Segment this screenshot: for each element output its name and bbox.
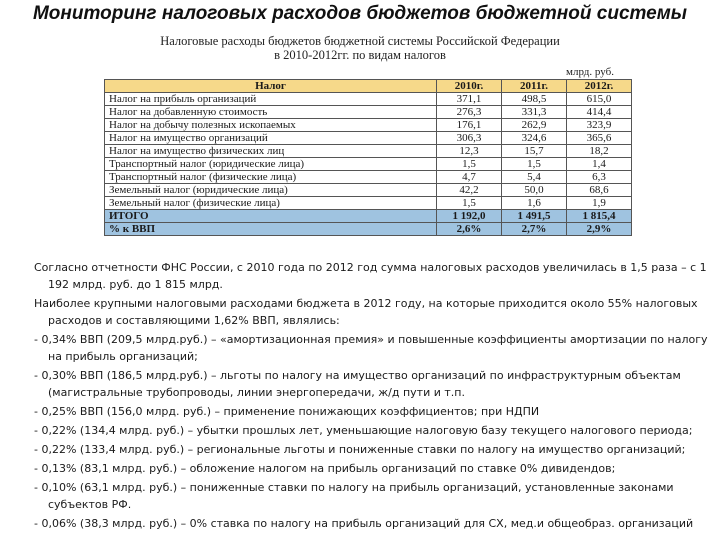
table-caption: [120, 34, 600, 62]
table-row: [105, 197, 632, 210]
table-row: [105, 119, 632, 132]
cell-2012: 323,9: [567, 119, 632, 132]
cell-2010: 306,3: [437, 132, 502, 145]
gdp-2011: 2,7%: [502, 223, 567, 236]
tax-expenditures-table: [104, 79, 632, 236]
cell-2011: 5,4: [502, 171, 567, 184]
paragraph-summary: Согласно отчетности ФНС России, с 2010 года по 2012 год сумма налоговых расходов увеличилась в 1,5 раза – с 1 192 млрд. руб. до 1 815 млрд.: [34, 261, 707, 291]
cell-2010: 42,2: [437, 184, 502, 197]
row-label: Транспортный налог (физические лица): [105, 171, 437, 184]
cell-2012: 68,6: [567, 184, 632, 197]
cell-2011: 50,0: [502, 184, 567, 197]
paragraph-intro: Наиболее крупными налоговыми расходами бюджета в 2012 году, на которые приходится около 55% налоговых расходов и составляющими 1,62% ВВП, являлись:: [34, 297, 698, 327]
row-label: Налог на добычу полезных ископаемых: [105, 119, 437, 132]
slide-title: Мониторинг налоговых расходов бюджетов бюджетной системы: [32, 3, 688, 24]
list-item: - 0,10% (63,1 млрд. руб.) – пониженные ставки по налогу на прибыль организаций, установленные законами субъектов РФ.: [34, 481, 674, 511]
cell-2012: 365,6: [567, 132, 632, 145]
row-label: Налог на прибыль организаций: [105, 93, 437, 106]
cell-2010: 276,3: [437, 106, 502, 119]
row-label: Земельный налог (физические лица): [105, 197, 437, 210]
row-label: Налог на добавленную стоимость: [105, 106, 437, 119]
header-2010: 2010г.: [437, 80, 502, 93]
list-item: - 0,30% ВВП (186,5 млрд.руб.) – льготы по налогу на имущество организаций по инфраструктурным объектам (магистральные трубопроводы, линии энергопередачи, ж/д пути и т.п.: [34, 369, 681, 399]
cell-2012: 6,3: [567, 171, 632, 184]
cell-2010: 4,7: [437, 171, 502, 184]
total-2010: 1 192,0: [437, 210, 502, 223]
table-total-row: [105, 210, 632, 223]
table-unit: млрд. руб.: [566, 66, 614, 78]
cell-2011: 324,6: [502, 132, 567, 145]
table-row: [105, 93, 632, 106]
list-item: - 0,06% (38,3 млрд. руб.) – 0% ставка по налогу на прибыль организаций для СХ, мед.и общеобраз. организаций: [34, 517, 694, 530]
cell-2011: 1,5: [502, 158, 567, 171]
header-2011: 2011г.: [502, 80, 567, 93]
cell-2010: 12,3: [437, 145, 502, 158]
table-row: [105, 132, 632, 145]
table-row: [105, 184, 632, 197]
list-item: - 0,22% (133,4 млрд. руб.) – региональные льготы и пониженные ставки по налогу на имущество организаций;: [34, 443, 686, 456]
gdp-2012: 2,9%: [567, 223, 632, 236]
total-2011: 1 491,5: [502, 210, 567, 223]
cell-2010: 371,1: [437, 93, 502, 106]
cell-2011: 331,3: [502, 106, 567, 119]
total-label: ИТОГО: [105, 210, 437, 223]
list-item: - 0,34% ВВП (209,5 млрд.руб.) – «амортизационная премия» и повышенные коэффициенты амортизации по налогу на прибыль организаций;: [34, 333, 708, 363]
cell-2010: 176,1: [437, 119, 502, 132]
gdp-2010: 2,6%: [437, 223, 502, 236]
cell-2012: 1,4: [567, 158, 632, 171]
table-row: [105, 158, 632, 171]
row-label: Транспортный налог (юридические лица): [105, 158, 437, 171]
cell-2010: 1,5: [437, 158, 502, 171]
cell-2012: 414,4: [567, 106, 632, 119]
cell-2010: 1,5: [437, 197, 502, 210]
row-label: Земельный налог (юридические лица): [105, 184, 437, 197]
body-text: [34, 259, 718, 534]
cell-2012: 615,0: [567, 93, 632, 106]
gdp-label: % к ВВП: [105, 223, 437, 236]
cell-2011: 262,9: [502, 119, 567, 132]
row-label: Налог на имущество физических лиц: [105, 145, 437, 158]
list-item: - 0,13% (83,1 млрд. руб.) – обложение налогом на прибыль организаций по ставке 0% дивидендов;: [34, 462, 616, 475]
cell-2012: 18,2: [567, 145, 632, 158]
table-row: [105, 106, 632, 119]
table-row: [105, 145, 632, 158]
cell-2012: 1,9: [567, 197, 632, 210]
row-label: Налог на имущество организаций: [105, 132, 437, 145]
list-item: - 0,22% (134,4 млрд. руб.) – убытки прошлых лет, уменьшающие налоговую базу текущего налогового периода;: [34, 424, 693, 437]
cell-2011: 1,6: [502, 197, 567, 210]
list-item: - 0,25% ВВП (156,0 млрд. руб.) – применение понижающих коэффициентов; при НДПИ: [34, 405, 540, 418]
table-caption-line-2: в 2010-2012гг. по видам налогов: [274, 48, 446, 62]
table-row: [105, 171, 632, 184]
cell-2011: 15,7: [502, 145, 567, 158]
header-tax: Налог: [105, 80, 437, 93]
total-2012: 1 815,4: [567, 210, 632, 223]
cell-2011: 498,5: [502, 93, 567, 106]
table-header-row: [105, 80, 632, 93]
header-2012: 2012г.: [567, 80, 632, 93]
table-gdp-row: [105, 223, 632, 236]
table-caption-line-1: Налоговые расходы бюджетов бюджетной системы Российской Федерации: [160, 34, 560, 48]
